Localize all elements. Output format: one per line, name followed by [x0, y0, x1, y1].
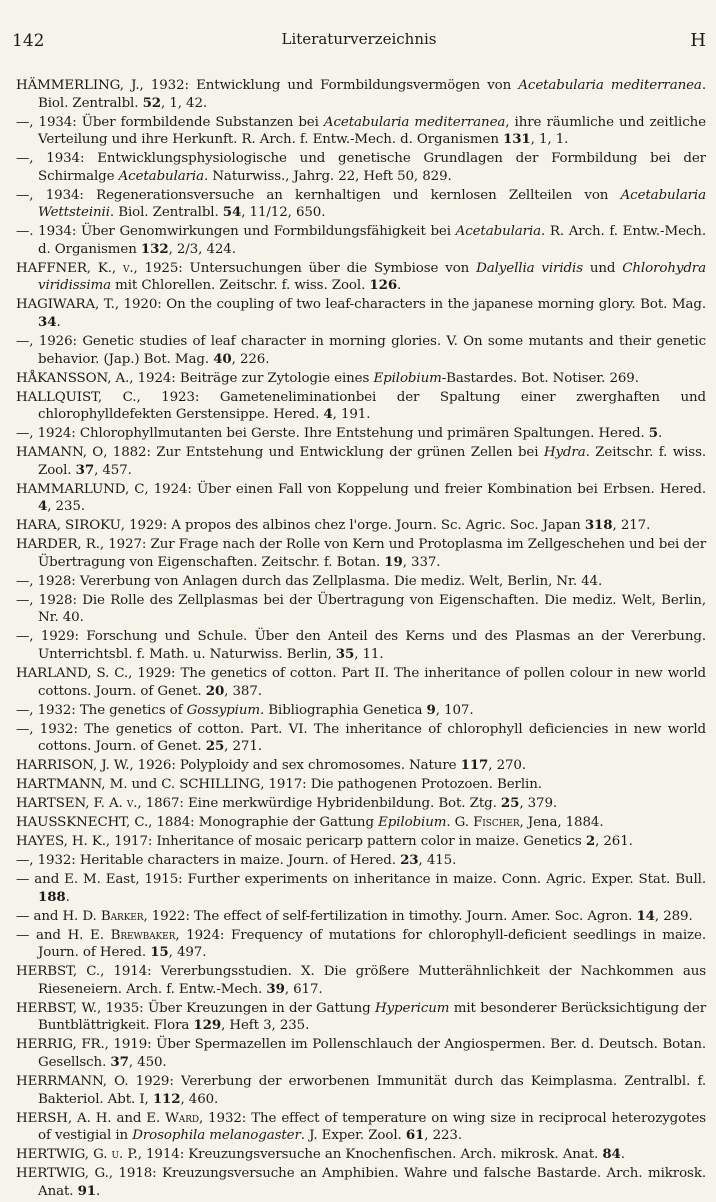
reference-text: . R. Arch. f. Entw.-Mech. d. Organismen	[38, 224, 706, 257]
reference-text: — and E. M. East, 1915: Further experiments on inheritance in maize. Conn. Agric. Exper. Stat. Bull.	[16, 872, 706, 888]
reference-text: , 217.	[612, 518, 651, 534]
reference-text: Acetabularia mediterranea	[518, 78, 702, 93]
reference-entry	[16, 852, 706, 870]
reference-text: , 223.	[424, 1128, 463, 1144]
reference-text: . J. Exper. Zool.	[300, 1128, 406, 1144]
reference-text: und	[127, 777, 162, 793]
reference-author: HERBST, C.	[16, 964, 101, 980]
reference-text: 1929: Vererbung der erworbenen Immunität durch das Keimplasma. Zentralbl. f. Bakteriol. Abt. I,	[38, 1073, 706, 1107]
reference-author: Barker	[100, 908, 144, 924]
reference-text: 14	[636, 907, 655, 924]
reference-text: —, 1934: Entwicklungsphysiologische und genetische Grundlagen der Formbildung bei der Schirmalge	[16, 151, 706, 184]
reference-entry	[16, 425, 706, 443]
reference-author: HARTSEN, F. A. v.	[16, 796, 138, 812]
reference-entry	[16, 296, 706, 331]
reference-text: , 1867: Eine merkwürdige Hybridenbildung. Bot. Ztg.	[137, 796, 501, 812]
reference-text: 39	[266, 980, 285, 997]
reference-author: HARRISON, J. W.	[16, 758, 130, 774]
reference-text: 23	[400, 852, 419, 869]
reference-text: .	[65, 889, 70, 905]
reference-author: HERTWIG, G. u. P.	[16, 1147, 138, 1163]
reference-author: HARDER, R.	[16, 537, 100, 553]
reference-text: , 1932: Entwicklung und Formbildungsvermögen von	[139, 78, 519, 93]
reference-text: 52	[142, 94, 161, 111]
reference-text: 25	[500, 795, 520, 812]
reference-author: HERTWIG, G.	[16, 1166, 109, 1182]
reference-entry	[16, 370, 706, 388]
reference-text: 25	[205, 738, 225, 755]
reference-text: , 1, 42.	[161, 95, 208, 111]
reference-text: , 1882: Zur Entstehung und Entwicklung der grünen Zellen bei	[103, 445, 544, 461]
reference-text: , 270.	[488, 758, 526, 774]
reference-text: , 460.	[180, 1091, 219, 1107]
reference-text: , 1914: Vererbungsstudien. X. Die größere Mutterähnlichkeit der Nachkommen aus Rieseneiern. Arch. f. Entw.-Mech.	[38, 964, 706, 997]
reference-text: , 1918: Kreuzungsversuche an Amphibien. Wahre und falsche Bastarde. Arch. mikrosk. Anat.	[38, 1166, 706, 1199]
reference-entry	[16, 481, 706, 516]
reference-text: Hydra	[543, 445, 586, 461]
reference-entry	[16, 927, 706, 962]
reference-author: HAMMARLUND, C	[16, 481, 145, 497]
reference-entry	[16, 963, 706, 998]
reference-text: Drosophila melanogaster	[132, 1128, 301, 1144]
reference-text: — and H. E.	[16, 927, 111, 943]
reference-text: 84	[602, 1146, 621, 1163]
reference-text: , 1, 1.	[530, 132, 569, 148]
reference-text: , 1884: Monographie der Gattung	[148, 815, 379, 831]
reference-text: —, 1926: Genetic studies of leaf character in morning glories. V. On some mutants and their genetic behavior. (Jap.) Bot. Mag.	[16, 334, 706, 367]
reference-author: Ward	[165, 1110, 199, 1126]
reference-entry	[16, 150, 706, 185]
reference-entry	[16, 795, 706, 813]
reference-text: , 11/12, 650.	[241, 205, 326, 221]
reference-text: —, 1928: Die Rolle des Zellplasmas bei der Übertragung von Eigenschaften. Die mediz. Welt, Berlin, Nr. 40.	[16, 592, 706, 626]
reference-text: 5	[648, 425, 658, 442]
reference-text: , 1917: Die pathogenen Protozoen. Berlin.	[260, 777, 542, 793]
reference-author: HAGIWARA, T.	[16, 297, 115, 313]
reference-author: HAMANN, O	[16, 445, 104, 461]
reference-text: —. 1934: Über Genomwirkungen und Formbildungsfähigkeit bei	[16, 224, 456, 240]
reference-entry	[16, 260, 706, 295]
reference-text: and E.	[111, 1110, 166, 1126]
reference-author: HARTMANN, M.	[16, 777, 128, 793]
reference-text: , Heft 3, 235.	[221, 1018, 310, 1034]
reference-author: HALLQUIST, C.	[16, 389, 137, 405]
reference-text: Chlorohydra viridissima	[38, 260, 706, 294]
reference-text: Acetabularia Wettsteinii	[38, 187, 706, 221]
reference-entry	[16, 1073, 706, 1108]
reference-text: , 337.	[402, 554, 441, 570]
reference-text: —, 1924: Chlorophyllmutanten bei Gerste. Ihre Entstehung und primären Spaltungen. Hered.	[16, 426, 649, 442]
reference-text: 117	[460, 757, 489, 774]
reference-text: , 1924: Frequency of mutations for chlorophyll-deficient seedlings in maize. Journ. of Hered.	[38, 927, 706, 961]
reference-text: 34	[38, 314, 57, 331]
reference-text: 131	[503, 131, 531, 148]
reference-text: .	[620, 1147, 625, 1163]
reference-text: 15	[150, 944, 169, 961]
reference-entry	[16, 444, 706, 479]
reference-text: Hypericum	[375, 1000, 450, 1016]
reference-entry	[16, 665, 706, 700]
reference-entry	[16, 1000, 706, 1035]
reference-author: HARA, SIROKU	[16, 518, 121, 534]
reference-text: , 1922: The effect of self-fertilization in timothy. Journ. Amer. Soc. Agron.	[143, 908, 637, 924]
reference-text: Acetabularia mediterranea	[323, 114, 506, 130]
reference-text: Gossypium	[186, 702, 260, 718]
reference-author: HAUSSKNECHT, C.	[16, 815, 149, 831]
reference-author: HERRMANN, O.	[16, 1073, 129, 1089]
reference-entry	[16, 1036, 706, 1071]
reference-entry	[16, 389, 706, 424]
reference-text: , 1917: Inheritance of mosaic pericarp pattern color in maize. Genetics	[105, 834, 586, 850]
reference-entry	[16, 908, 706, 926]
reference-text: , 1925: Untersuchungen über die Symbiose von	[133, 260, 477, 276]
reference-text: —, 1932: The genetics of cotton. Part. VI. The inheritance of chlorophyll deficiencies in new world cottons. Journ. of Genet.	[16, 721, 706, 755]
reference-text: 112	[152, 1090, 181, 1107]
reference-text: , 1914: Kreuzungsversuche an Knochenfischen. Arch. mikrosk. Anat.	[137, 1147, 603, 1163]
reference-text: , 1923: Gameteneliminationbei der Spaltung einer zwerghaften und chlorophylldefekten Gerstensippe. Hered.	[38, 389, 706, 423]
reference-text: , 11.	[354, 647, 384, 663]
reference-author: HÅKANSSON, A.	[16, 370, 130, 386]
reference-text: mit besonderer Berücksichtigung der Buntblättrigkeit. Flora	[38, 1000, 707, 1034]
reference-entry	[16, 517, 706, 535]
reference-text: 91	[77, 1182, 97, 1199]
reference-entry	[16, 814, 706, 832]
reference-text: .	[56, 315, 61, 331]
reference-text: Dalyellia viridis	[476, 260, 583, 276]
reference-text: , 1935: Über Kreuzungen in der Gattung	[96, 1000, 375, 1016]
reference-entry	[16, 187, 706, 222]
reference-text: mit Chlorellen. Zeitschr. f. wiss. Zool.	[111, 278, 370, 294]
reference-text: -Bastardes. Bot. Notiser. 269.	[441, 370, 639, 386]
page-header	[12, 30, 706, 54]
reference-text: , 617.	[284, 981, 323, 997]
reference-text: 35	[335, 646, 355, 663]
reference-text: 318	[584, 517, 613, 534]
reference-text: , 450.	[128, 1054, 167, 1070]
reference-entry	[16, 628, 706, 663]
reference-text: 37	[110, 1053, 129, 1070]
reference-entry	[16, 1165, 706, 1200]
reference-entry	[16, 114, 706, 149]
reference-text: . Zeitschr. f. wiss. Zool.	[38, 445, 706, 478]
section-letter: H	[690, 30, 706, 51]
reference-text: , Jena, 1884.	[519, 815, 604, 831]
reference-author: Fischer	[473, 815, 520, 831]
reference-text: 4	[323, 406, 333, 423]
reference-entry	[16, 333, 706, 368]
reference-text: —, 1929: Forschung und Schule. Über den Anteil des Kerns und des Plasmas an der Vererbung. Unterrichtsbl. f. Math. u. Naturwiss. Berlin,	[16, 629, 706, 663]
reference-text: . Naturwiss., Jahrg. 22, Heft 50, 829.	[204, 168, 452, 184]
reference-text: , 226.	[231, 351, 270, 367]
reference-text: —, 1934: Regenerationsversuche an kernhaltigen und kernlosen Zellteilen von	[16, 187, 621, 203]
reference-text: , ihre räumliche und zeitliche Verteilung und ihre Herkunft. R. Arch. f. Entw.-Mech. d. Organismen	[38, 114, 706, 148]
reference-text: , 1920: On the coupling of two leaf-characters in the japanese morning glory. Bot. Mag.	[114, 297, 706, 313]
reference-text: —, 1934: Über formbildende Substanzen bei	[16, 114, 324, 130]
reference-text: , 1924: Über einen Fall von Koppelung und freier Kombination bei Erbsen. Hered.	[144, 481, 706, 497]
reference-entry	[16, 1110, 706, 1145]
page-number: 142	[12, 31, 45, 51]
reference-text: 19	[384, 553, 403, 570]
reference-text: , 457.	[94, 462, 132, 478]
reference-entry	[16, 702, 706, 720]
reference-text: .	[96, 1183, 101, 1199]
reference-entry	[16, 721, 706, 756]
reference-text: , 191.	[332, 407, 371, 423]
reference-text: , 1924: Beiträge zur Zytologie eines	[129, 370, 374, 386]
reference-text: , 235.	[47, 499, 85, 515]
reference-entry	[16, 77, 706, 112]
reference-text: .	[397, 278, 402, 294]
reference-list	[16, 77, 706, 1202]
reference-author: HAYES, H. K.	[16, 834, 106, 850]
reference-text: .	[657, 426, 663, 442]
reference-text: 2	[585, 833, 596, 850]
reference-text: 37	[75, 461, 95, 478]
reference-text: , 271.	[224, 739, 262, 755]
reference-text: —, 1932: The genetics of	[16, 702, 187, 718]
reference-text: — and H. D.	[16, 908, 101, 924]
reference-entry	[16, 757, 706, 775]
reference-text: 132	[140, 240, 169, 257]
reference-text: , 1932: The effect of temperature on wing size in reciprocal heterozygotes of vestigial in	[38, 1110, 706, 1144]
reference-text: 61	[405, 1127, 425, 1144]
reference-text: , 1926: Polyploidy and sex chromosomes. Nature	[129, 758, 461, 774]
reference-text: —, 1928: Vererbung von Anlagen durch das Zellplasma. Die mediz. Welt, Berlin, Nr. 44.	[16, 573, 603, 589]
reference-text: , 2/3, 424.	[168, 241, 236, 257]
reference-text: 54	[222, 204, 242, 221]
reference-text: , 107.	[435, 702, 474, 718]
reference-author: C. SCHILLING	[161, 777, 261, 793]
reference-text: , 1929: The genetics of cotton. Part II. The inheritance of pollen colour in new world cottons. Journ. of Genet.	[38, 666, 706, 699]
reference-text: . G.	[446, 815, 474, 831]
reference-text: Acetabularia	[118, 168, 204, 184]
reference-entry	[16, 1146, 706, 1164]
reference-text: —, 1932: Heritable characters in maize. Journ. of Hered.	[16, 853, 401, 869]
reference-entry	[16, 573, 706, 591]
reference-text: , 1919: Über Spermazellen im Pollenschlauch der Angiospermen. Ber. d. Deutsch. Botan. Gesellsch.	[38, 1037, 706, 1070]
reference-text: 188	[38, 888, 66, 905]
reference-text: , 1927: Zur Frage nach der Rolle von Kern und Protoplasma im Zellgeschehen und bei der Übertragung von Eigenschaften. Zeitschr. f. Botan.	[38, 537, 706, 570]
reference-text: Epilobium	[373, 370, 442, 386]
reference-author: Brewbaker	[110, 927, 176, 943]
reference-entry	[16, 871, 706, 906]
running-title: Literaturverzeichnis	[281, 30, 437, 48]
reference-text: 20	[205, 682, 225, 699]
reference-entry	[16, 223, 706, 258]
reference-author: HAFFNER, K., v.	[16, 260, 134, 276]
reference-author: HERBST, W.	[16, 1000, 97, 1016]
reference-text: 40	[213, 350, 232, 367]
reference-entry	[16, 833, 706, 851]
reference-text: , 415.	[418, 853, 457, 869]
reference-author: HÄMMERLING, J.	[16, 78, 140, 93]
reference-text: , 497.	[168, 945, 207, 961]
reference-text: , 387.	[224, 683, 262, 699]
reference-text: 9	[426, 701, 436, 718]
reference-author: HERSH, A. H.	[16, 1110, 112, 1126]
reference-text: . Biol. Zentralbl.	[109, 205, 223, 221]
reference-text: , 379.	[519, 796, 558, 812]
reference-text: 4	[38, 498, 48, 515]
reference-text: Epilobium	[378, 815, 447, 831]
reference-text: , 289.	[654, 908, 693, 924]
reference-author: HERRIG, FR.	[16, 1037, 105, 1053]
reference-text: , 261.	[595, 834, 633, 850]
reference-entry	[16, 592, 706, 627]
reference-text: Acetabularia	[455, 224, 542, 240]
reference-text: 126	[369, 277, 398, 294]
reference-text: 129	[193, 1017, 222, 1034]
reference-text: . Biol. Zentralbl.	[38, 78, 706, 111]
reference-text: . Bibliographia Genetica	[259, 702, 427, 718]
reference-text: , 1929: A propos des albinos chez l'orge. Journ. Sc. Agric. Soc. Japan	[120, 518, 585, 534]
reference-text: und	[582, 260, 623, 276]
reference-entry	[16, 536, 706, 571]
reference-author: HARLAND, S. C.	[16, 666, 129, 682]
reference-entry	[16, 776, 706, 794]
